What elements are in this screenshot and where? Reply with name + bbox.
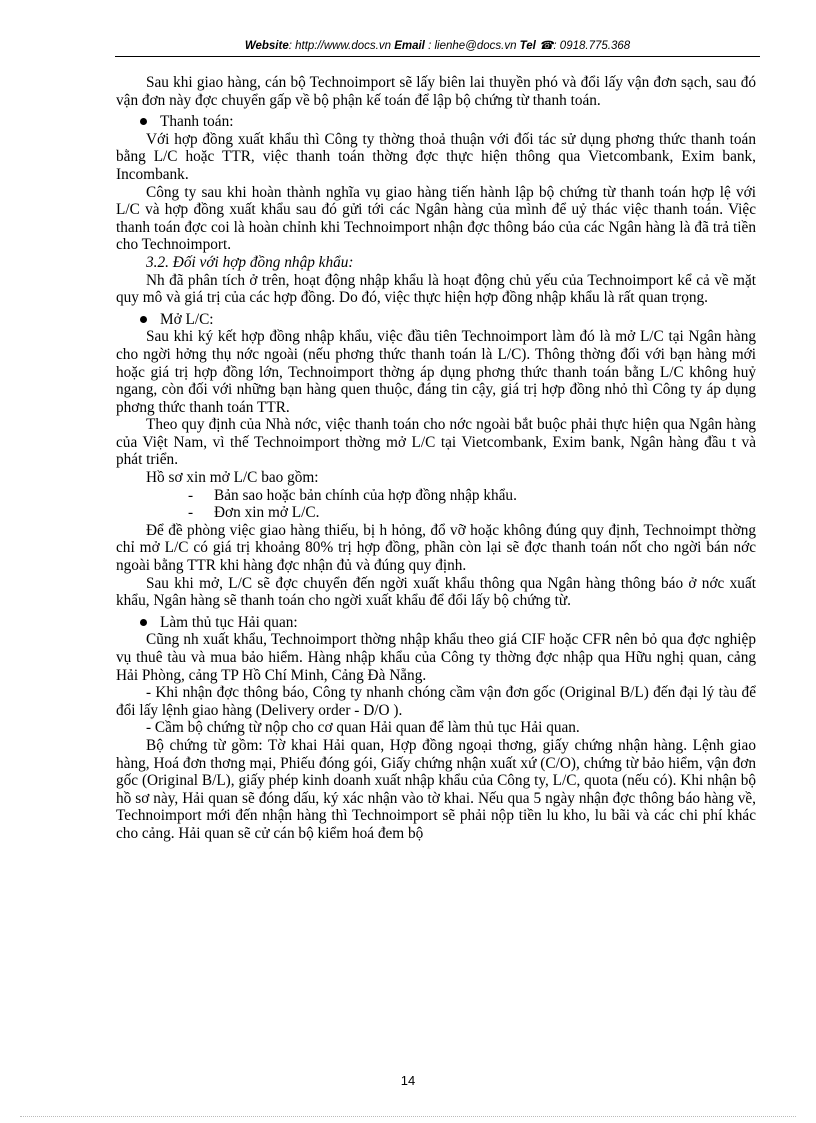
email-value: : lienhe@docs.vn [428,40,517,52]
bullet-label: Thanh toán: [160,113,234,131]
paragraph: Theo quy định của Nhà nớc, việc thanh toán cho nớc ngoài bắt buộc phải thực hiện qua Ngân hàng của Việt Nam, vì thế Technoimport thờng mở L/C tại Vietcombank, Exim bank, Ngân hàng đầu t và phát triển. [116,416,756,469]
website-label: Website [244,40,289,52]
paragraph: Sau khi ký kết hợp đồng nhập khẩu, việc đầu tiên Technoimport làm đó là mở L/C tại Ngân hàng cho ngời hởng thụ nớc ngoài (nếu phơng thức thanh toán là L/C). Thông thờng đối với bạn hàng mới hoặc giá trị hợp đồng lớn, Technoimport thờng áp dụng phơng thức thanh toán bằng L/C không huỷ ngang, còn đối với những bạn hàng quen thuộc, đáng tin cậy, giá trị hợp đồng nhỏ thì Công ty áp dụng phơng thức thanh toán TTR. [116,328,756,416]
bullet-icon [140,619,147,626]
paragraph: Sau khi mở, L/C sẽ đợc chuyển đến ngời xuất khẩu thông qua Ngân hàng thông báo ở nớc xuất khẩu, Ngân hàng sẽ thanh toán cho ngời xuất khẩu để đổi lấy bộ chứng từ. [116,574,756,610]
website-value: : http://www.docs.vn [288,40,391,52]
tel-value: : 0918.775.368 [553,40,631,52]
bullet-item [140,113,756,131]
paragraph: Để đề phòng việc giao hàng thiếu, bị h hỏng, đổ vỡ hoặc không đúng quy định, Technoimpt thờng chỉ mở L/C có giá trị khoảng 80% trị hợp đồng, phần còn lại sẽ đợc thanh toán nốt cho ngời bán nớc ngoài bằng TTR khi hàng đợc nhận đủ và đúng quy định. [116,521,756,575]
footer-divider [20,1116,796,1117]
bullet-icon [140,118,147,125]
email-label: Email [394,40,425,52]
tel-label: Tel [519,40,536,52]
paragraph: Bộ chứng từ gồm: Tờ khai Hải quan, Hợp đồng ngoại thơng, giấy chứng nhận hàng. Lệnh giao hàng, Hoá đơn thơng mại, Phiếu đóng gói, Giấy chứng nhận xuất xứ (C/O), chứng từ bảo hiểm, vận đơn gốc (Original B/L), giấy phép kinh doanh xuất nhập khẩu của Công ty, L/C, quota (nếu có). Khi nhận bộ hồ sơ này, Hải quan sẽ đóng dấu, ký xác nhận vào tờ khai. Nếu qua 5 ngày nhận đợc thông báo hàng về, Technoimport mới đến nhận hàng thì Technoimport sẽ phải nộp tiền lu kho, lu bãi và các chi phí khác cho cảng. Hải quan sẽ cử cán bộ kiểm hoá đem bộ [116,736,756,842]
paragraph: Sau khi giao hàng, cán bộ Technoimport sẽ lấy biên lai thuyền phó và đổi lấy vận đơn sạch, sau đó vận đơn này đợc chuyển gấp về bộ phận kế toán để lập bộ chứng từ thanh toán. [116,74,756,109]
paragraph: Công ty sau khi hoàn thành nghĩa vụ giao hàng tiến hành lập bộ chứng từ thanh toán hợp lệ với L/C và hợp đồng xuất khẩu sau đó gửi tới các Ngân hàng của mình để uỷ thác việc thanh toán. Việc thanh toán đợc coi là hoàn chỉnh khi Technoimport nhận đợc thông báo của các Ngân hàng là đã trả tiền cho Technoimport. [116,183,756,254]
paragraph: - Cầm bộ chứng từ nộp cho cơ quan Hải quan để làm thủ tục Hải quan. [146,719,580,737]
dash-list-item [188,487,756,505]
paragraph: Nh đã phân tích ở trên, hoạt động nhập khẩu là hoạt động chủ yếu của Technoimport kể cả về mặt quy mô và giá trị của các hợp đồng. Do đó, việc thực hiện hợp đồng nhập khẩu là rất quan trọng. [116,271,756,307]
page-header [115,38,760,52]
paragraph: Cũng nh xuất khẩu, Technoimport thờng nhập khẩu theo giá CIF hoặc CFR nên bỏ qua đợc nghiệp vụ thuê tàu và mua bảo hiểm. Hàng nhập khẩu của Công ty thờng đợc nhập qua Hữu nghị quan, cảng Hải Phòng, cảng TP Hồ Chí Minh, Cảng Đà Nẵng. [116,631,756,684]
phone-icon: ☎ [539,40,554,52]
bullet-item [140,311,756,329]
dash-item-text: Bản sao hoặc bản chính của hợp đồng nhập khẩu. [214,486,517,504]
bullet-label: Mở L/C: [160,310,214,328]
dash-list-item [188,504,756,522]
paragraph: - Khi nhận đợc thông báo, Công ty nhanh chóng cầm vận đơn gốc (Original B/L) đến đại lý tàu để đổi lấy lệnh giao hàng (Delivery order - D/O ). [116,684,756,719]
bullet-icon [140,316,147,323]
dash-icon: - [188,504,194,522]
dash-item-text: Đơn xin mở L/C. [214,504,320,522]
bullet-label: Làm thủ tục Hải quan: [160,613,298,631]
section-heading: 3.2. Đối với hợp đồng nhập khẩu: [146,253,354,271]
page-number: 14 [400,1073,416,1088]
header-divider [115,56,760,57]
paragraph: Hồ sơ xin mở L/C bao gồm: [146,469,319,487]
document-body [116,74,756,843]
dash-icon: - [188,486,194,504]
paragraph: Với hợp đồng xuất khẩu thì Công ty thờng thoả thuận với đối tác sử dụng phơng thức thanh toán bằng L/C hoặc TTR, việc thanh toán thờng đợc thực hiện thông qua Vietcombank, Exim bank, Incombank. [116,130,756,183]
bullet-item [140,614,756,632]
